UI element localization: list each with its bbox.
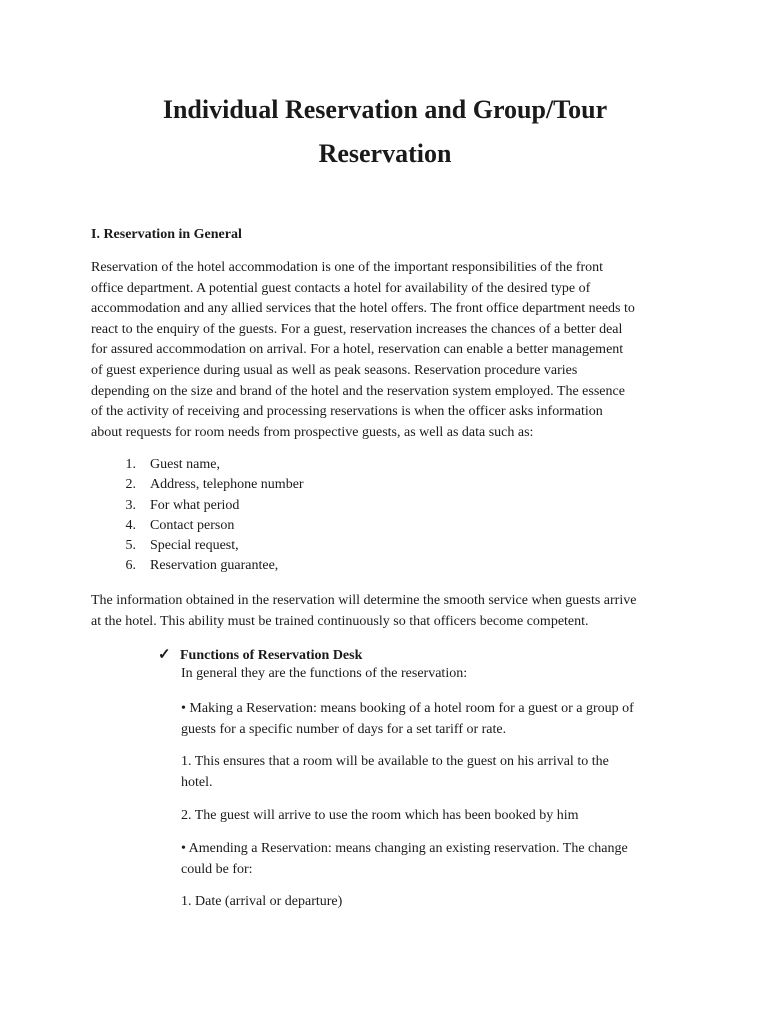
list-item-text: Address, telephone number — [150, 477, 304, 493]
list-item — [91, 516, 304, 536]
functions-intro-text: In general they are the functions of the reservation: — [181, 666, 468, 681]
intro-line: accommodation and any allied services that the hotel offers. The front office department needs to — [91, 301, 635, 317]
amending-reservation-paragraph — [181, 839, 681, 880]
list-item-number: 3. — [125, 497, 136, 513]
list-item-number: 4. — [125, 517, 136, 533]
page-title-line-2: Reservation — [318, 139, 452, 168]
list-item-text: Guest name, — [150, 457, 220, 472]
list-item-number: 6. — [125, 558, 136, 574]
date-item-paragraph — [181, 892, 681, 913]
list-item-number: 2. — [125, 477, 136, 493]
page-title-line-1: Individual Reservation and Group/Tour — [162, 95, 608, 124]
point-2-line: 2. The guest will arrive to use the room which has been booked by him — [181, 808, 579, 823]
intro-line: of the activity of receiving and processing reservations is when the officer asks information — [91, 404, 603, 420]
point-2-paragraph — [181, 806, 681, 827]
after-line: at the hotel. This ability must be trained continuously so that officers become competent. — [91, 613, 589, 629]
checkmark-icon: ✓ — [158, 647, 171, 663]
point-1-line: 1. This ensures that a room will be available to the guest on his arrival to the — [181, 754, 609, 769]
intro-line: for assured accommodation on arrival. For a hotel, reservation can enable a better management — [91, 342, 624, 358]
functions-heading: Functions of Reservation Desk — [180, 648, 363, 663]
making-reservation-paragraph — [181, 699, 681, 740]
intro-line: Reservation of the hotel accommodation is one of the important responsibilities of the front — [91, 260, 604, 275]
list-item-number: 5. — [125, 538, 136, 554]
section-heading: I. Reservation in General — [91, 227, 242, 242]
intro-line: about requests for room needs from prospective guests, as well as data such as: — [91, 424, 534, 440]
list-item — [91, 496, 304, 516]
amending-line: • Amending a Reservation: means changing an existing reservation. The change — [181, 841, 628, 856]
functions-intro — [181, 664, 681, 685]
list-item — [91, 455, 304, 475]
intro-line: of guest experience during usual as well as peak seasons. Reservation procedure varies — [91, 362, 578, 378]
guest-data-list — [91, 455, 304, 577]
page-title — [90, 88, 680, 176]
list-item-text: Reservation guarantee, — [150, 558, 279, 574]
making-line: • Making a Reservation: means booking of a hotel room for a guest or a group of — [181, 701, 634, 716]
list-item — [91, 556, 304, 576]
list-item-text: Special request, — [150, 538, 239, 554]
date-item-line: 1. Date (arrival or departure) — [181, 894, 343, 909]
list-item-text: Contact person — [150, 517, 235, 533]
intro-paragraph — [91, 258, 691, 443]
list-item — [91, 475, 304, 495]
list-item-text: For what period — [150, 497, 240, 513]
making-line: guests for a specific number of days for a set tariff or rate. — [181, 721, 507, 737]
functions-heading-row — [158, 645, 362, 666]
intro-line: depending on the size and brand of the hotel and the reservation system employed. The essence — [91, 383, 625, 399]
point-1-paragraph — [181, 752, 681, 793]
intro-line: office department. A potential guest contacts a hotel for availability of the desired type of — [91, 280, 591, 296]
after-list-paragraph — [91, 591, 691, 632]
after-line: The information obtained in the reservation will determine the smooth service when guests arrive — [91, 593, 637, 608]
point-1-line: hotel. — [181, 774, 213, 790]
intro-line: react to the enquiry of the guests. For a guest, reservation increases the chances of a better deal — [91, 321, 623, 337]
amending-line: could be for: — [181, 861, 253, 877]
list-item — [91, 536, 304, 556]
list-item-number: 1. — [125, 457, 136, 472]
